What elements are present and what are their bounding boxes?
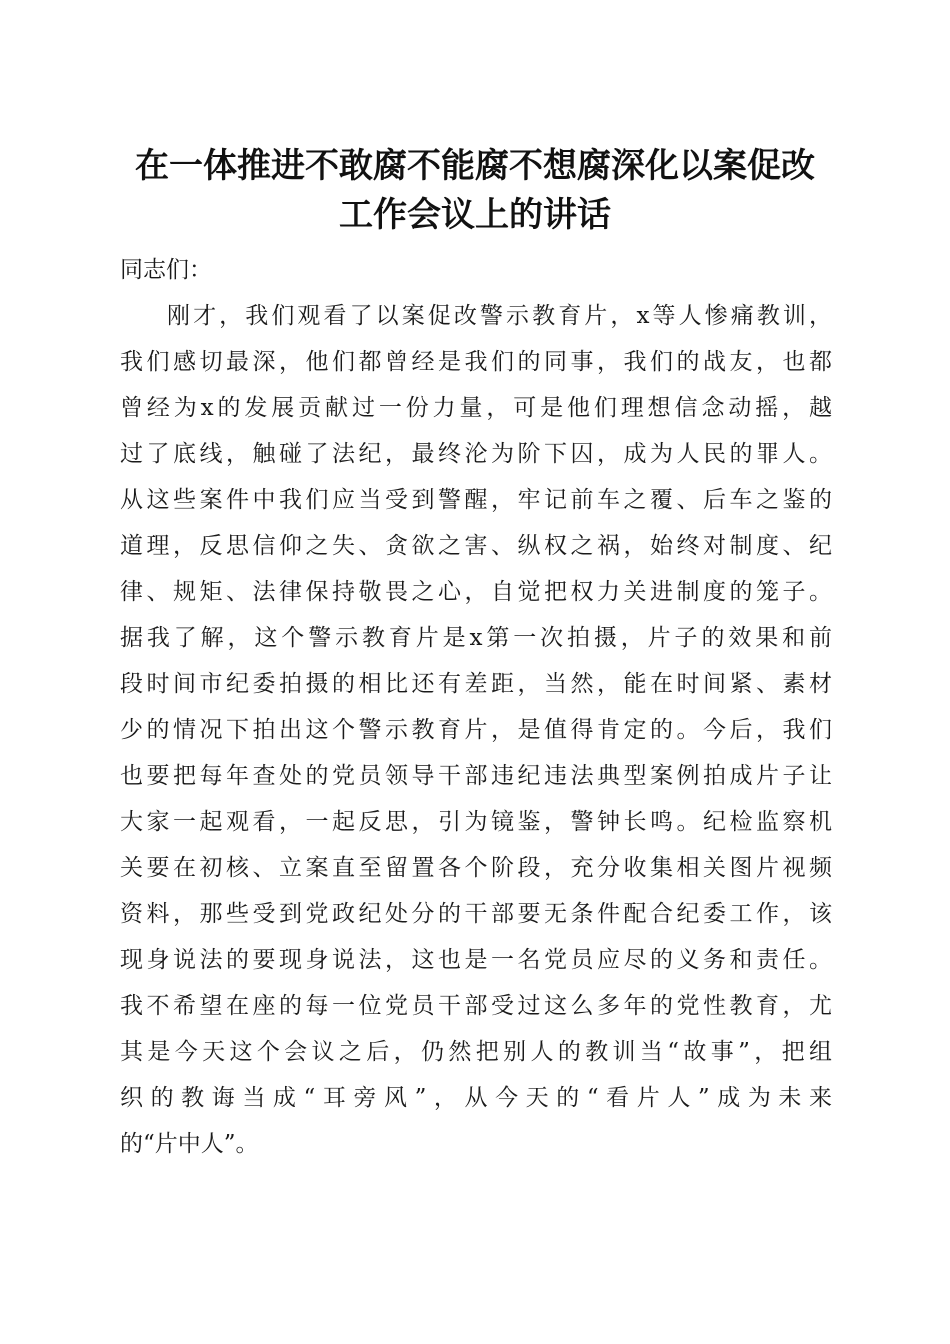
body-line: 刚才，我们观看了以案促改警示教育片，x等人惨痛教训， [167,303,832,329]
body-line: 段时间市纪委拍摄的相比还有差距，当然，能在时间紧、素材 [120,671,832,697]
body-line: 大家一起观看，一起反思，引为镜鉴，警钟长鸣。纪检监察机 [120,809,832,835]
body-line: 我不希望在座的每一位党员干部受过这么多年的党性教育，尤 [120,993,832,1019]
body-line: 关要在初核、立案直至留置各个阶段，充分收集相关图片视频 [120,855,832,881]
body-line: 资料，那些受到党政纪处分的干部要无条件配合纪委工作，该 [120,901,832,927]
body-line: 我们感切最深，他们都曾经是我们的同事，我们的战友，也都 [120,349,832,375]
body-line: 也要把每年查处的党员领导干部违纪违法典型案例拍成片子让 [120,763,832,789]
body-line: 织的教诲当成“耳旁风”，从今天的“看片人”成为未来 [120,1085,832,1111]
salutation: 同志们： [120,257,212,283]
body-line: 道理，反思信仰之失、贪欲之害、纵权之祸，始终对制度、纪 [120,533,832,559]
body-line: 曾经为x的发展贡献过一份力量，可是他们理想信念动摇，越 [120,395,832,421]
document-title-line-2: 工作会议上的讲话 [339,195,611,235]
body-line: 其是今天这个会议之后，仍然把别人的教训当“故事”，把组 [120,1039,832,1065]
body-line: 据我了解，这个警示教育片是x第一次拍摄，片子的效果和前 [120,625,832,651]
body-line: 少的情况下拍出这个警示教育片，是值得肯定的。今后，我们 [120,717,832,743]
body-line: 现身说法的要现身说法，这也是一名党员应尽的义务和责任。 [120,947,832,973]
body-line: 律、规矩、法律保持敬畏之心，自觉把权力关进制度的笼子。 [120,579,832,605]
body-line: 从这些案件中我们应当受到警醒，牢记前车之覆、后车之鉴的 [120,487,832,513]
body-line: 的“片中人”。 [120,1131,259,1157]
body-line: 过了底线，触碰了法纪，最终沦为阶下囚，成为人民的罪人。 [120,441,832,467]
document-title-line-1: 在一体推进不敢腐不能腐不想腐深化以案促改 [135,146,815,186]
